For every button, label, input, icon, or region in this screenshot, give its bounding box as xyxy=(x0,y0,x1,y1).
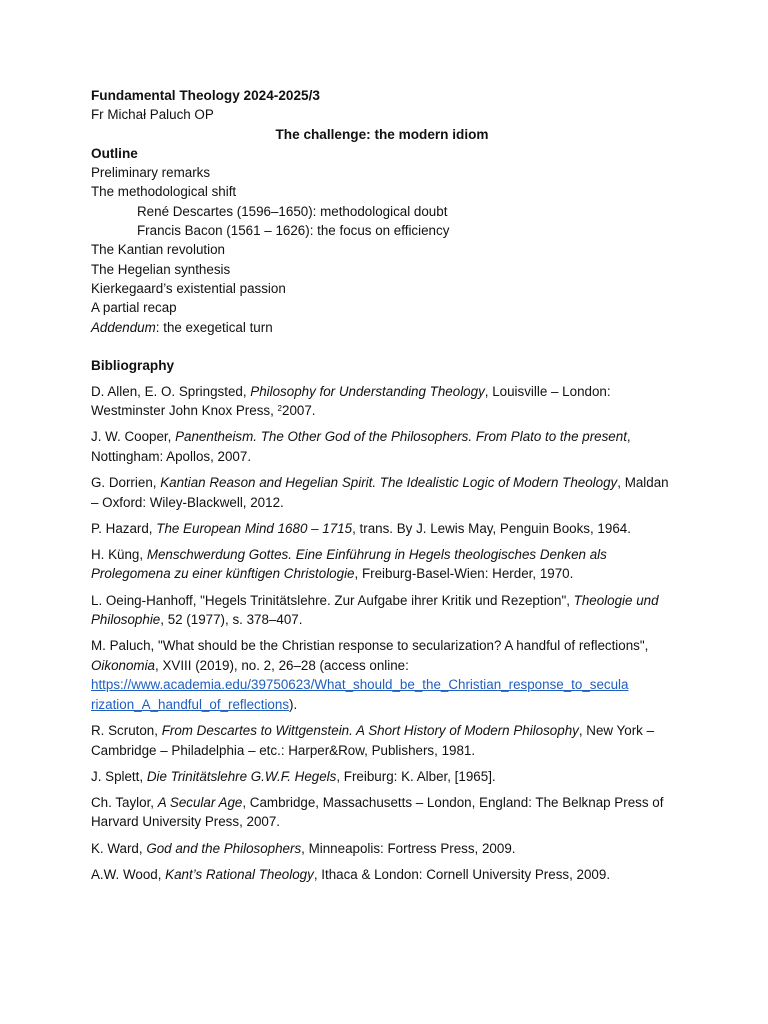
entry-details: , New York – Cambridge – Philadelphia – etc.: Harper&Row, Publishers, 1981. xyxy=(91,723,655,758)
bibliography-entry xyxy=(91,427,673,466)
entry-title: The European Mind 1680 – 1715 xyxy=(156,520,353,536)
outline-item: The methodological shift xyxy=(91,184,237,200)
entry-title: Panentheism. The Other God of the Philosophers. From Plato to the present xyxy=(175,429,627,445)
bibliography-entry xyxy=(91,636,673,714)
academia-link-continued[interactable]: rization_A_handful_of_reflections xyxy=(91,696,290,712)
entry-details: , Freiburg: K. Alber, [1965]. xyxy=(336,768,496,784)
entry-title: Oikonomia xyxy=(91,657,156,673)
bibliography-entry xyxy=(91,767,673,787)
addendum-word: Addendum xyxy=(91,319,156,335)
bibliography-entry xyxy=(91,839,673,859)
entry-details: , Nottingham: Apollos, 2007. xyxy=(91,429,631,464)
entry-details: , Cambridge, Massachusetts – London, England: The Belknap Press of Harvard University Press, 2007. xyxy=(91,794,664,830)
entry-title: Menschwerdung Gottes. Eine Einführung in Hegels theologisches Denken als Prolegomena zu einer künftigen Christologie xyxy=(91,546,607,582)
entry-authors: P. Hazard, xyxy=(91,520,157,536)
outline-item: Preliminary remarks xyxy=(91,165,211,181)
outline-item: A partial recap xyxy=(91,300,177,316)
entry-authors: M. Paluch, "What should be the Christian response to secularization? A handful of reflections", xyxy=(91,638,649,654)
entry-title: Kant’s Rational Theology xyxy=(165,866,314,882)
outline-subitem: Francis Bacon (1561 – 1626): the focus on efficiency xyxy=(137,223,450,239)
bibliography-entry xyxy=(91,721,673,760)
entry-details: , Maldan – Oxford: Wiley-Blackwell, 2012. xyxy=(91,475,669,510)
course-title: Fundamental Theology 2024-2025/3 xyxy=(91,88,320,103)
entry-authors: L. Oeing-Hanhoff, "Hegels Trinitätslehre. Zur Aufgabe ihrer Kritik und Rezeption", xyxy=(91,592,574,608)
entry-details: , XVIII (2019), no. 2, 26–28 (access online: xyxy=(155,657,409,673)
entry-details: , Louisville – London: Westminster John Knox Press, xyxy=(91,383,611,419)
entry-details: , trans. By J. Lewis May, Penguin Books, 1964. xyxy=(352,520,631,536)
entry-title: Kantian Reason and Hegelian Spirit. The Idealistic Logic of Modern Theology xyxy=(160,475,618,491)
entry-authors: K. Ward, xyxy=(91,840,147,856)
entry-title: Theologie und Philosophie xyxy=(91,592,659,628)
entry-authors: J. W. Cooper, xyxy=(91,429,176,445)
author-line: Fr Michał Paluch OP xyxy=(91,107,214,123)
academia-link[interactable]: https://www.academia.edu/39750623/What_should_be_the_Christian_response_to_secula xyxy=(91,677,629,693)
bibliography-entry xyxy=(91,519,673,539)
outline-subitem: René Descartes (1596–1650): methodological doubt xyxy=(137,203,448,219)
entry-closing: ). xyxy=(289,696,298,712)
addendum-text: : the exegetical turn xyxy=(155,319,273,335)
edition-superscript: 2 xyxy=(277,404,282,414)
entry-authors: D. Allen, E. O. Springsted, xyxy=(91,383,251,399)
entry-year: 2007. xyxy=(282,403,316,419)
entry-title: A Secular Age xyxy=(157,794,243,810)
entry-authors: A.W. Wood, xyxy=(91,866,166,882)
entry-title: God and the Philosophers xyxy=(146,840,302,856)
entry-authors: Ch. Taylor, xyxy=(91,794,158,810)
entry-authors: H. Küng, xyxy=(91,546,147,562)
entry-details: , Minneapolis: Fortress Press, 2009. xyxy=(301,840,516,856)
entry-title: Die Trinitätslehre G.W.F. Hegels xyxy=(146,768,337,784)
entry-authors: J. Splett, xyxy=(91,768,147,784)
entry-authors: G. Dorrien, xyxy=(91,475,161,491)
bibliography-entry xyxy=(91,473,673,512)
lecture-title: The challenge: the modern idiom xyxy=(275,126,489,142)
outline-item-addendum xyxy=(91,318,673,337)
bibliography-entry xyxy=(91,865,673,885)
outline-item: Kierkegaard’s existential passion xyxy=(91,280,286,296)
bibliography-entry xyxy=(91,382,673,421)
entry-authors: R. Scruton, xyxy=(91,723,162,739)
entry-title: From Descartes to Wittgenstein. A Short History of Modern Philosophy xyxy=(161,723,579,739)
entry-details: , Ithaca & London: Cornell University Press, 2009. xyxy=(313,866,611,882)
document-content xyxy=(91,86,673,884)
bibliography-entry xyxy=(91,545,673,584)
bibliography-entry xyxy=(91,793,673,832)
entry-title: Philosophy for Understanding Theology xyxy=(250,383,485,399)
entry-details: , Freiburg-Basel-Wien: Herder, 1970. xyxy=(354,566,574,582)
entry-details: , 52 (1977), s. 378–407. xyxy=(160,612,303,628)
outline-item: The Hegelian synthesis xyxy=(91,261,231,277)
bibliography-entry xyxy=(91,591,673,630)
bibliography-heading: Bibliography xyxy=(91,357,175,373)
outline-item: The Kantian revolution xyxy=(91,242,225,258)
spacer xyxy=(91,337,673,356)
outline-heading: Outline xyxy=(91,145,138,161)
